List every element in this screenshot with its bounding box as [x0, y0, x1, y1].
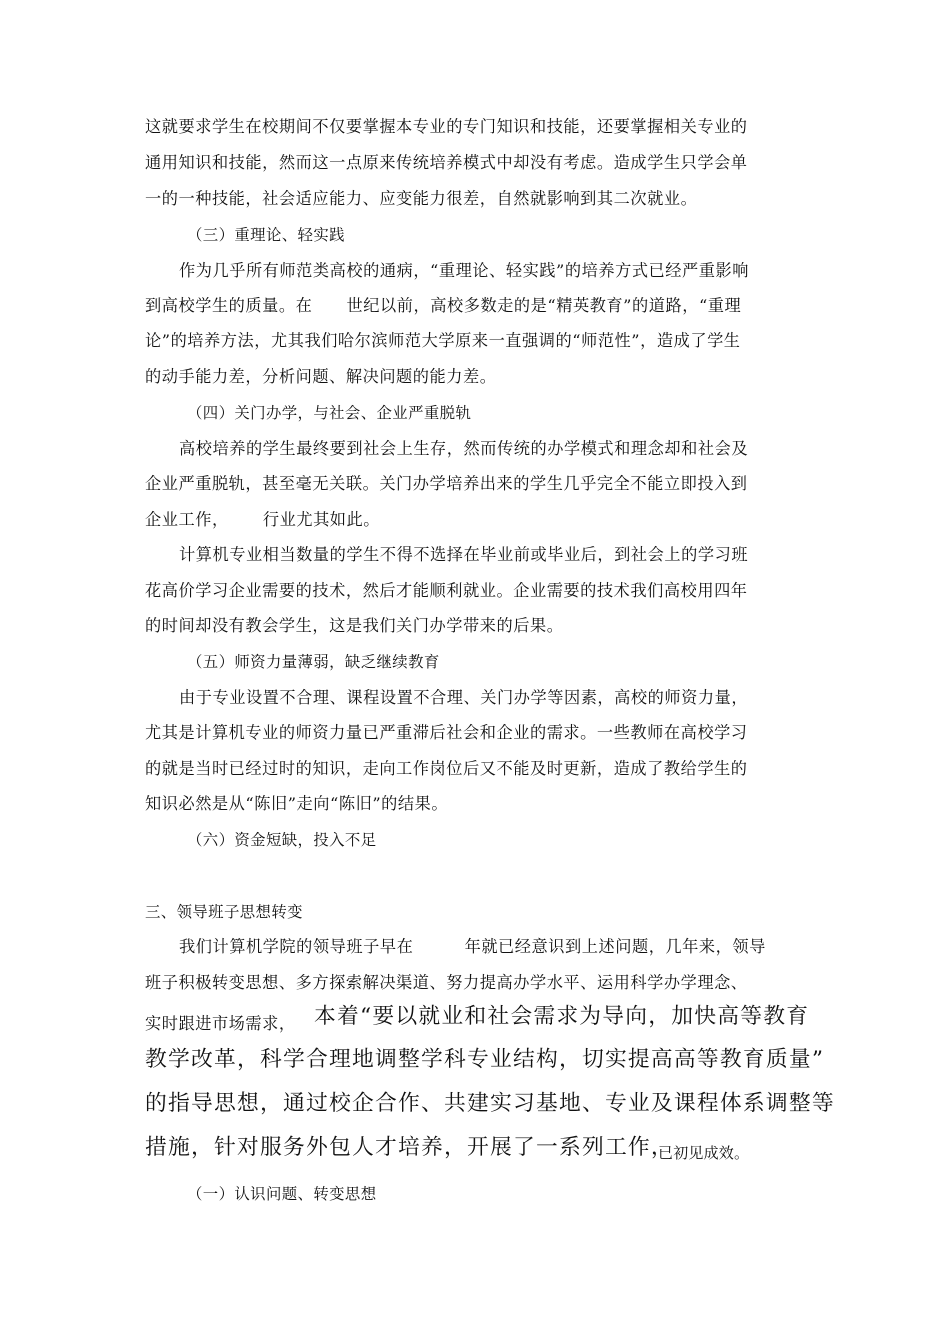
body-line: 企业工作， 行业尤其如此。: [145, 510, 381, 529]
body-line: 的就是当时已经过时的知识，走向工作岗位后又不能及时更新，造成了教给学生的: [145, 759, 748, 778]
body-line: 已初见成效。: [658, 1144, 750, 1162]
subsection-heading-5: （五）师资力量薄弱，缺乏继续教育: [187, 653, 440, 671]
subsection-heading-1: （一）认识问题、转变思想: [187, 1185, 377, 1203]
body-line: 作为几乎所有师范类高校的通病，“重理论、轻实践”的培养方式已经严重影响: [179, 261, 749, 280]
subsection-heading-3: （三）重理论、轻实践: [187, 226, 345, 244]
section-heading: 三、领导班子思想转变: [145, 903, 303, 921]
body-line: 这就要求学生在校期间不仅要掌握本专业的专门知识和技能，还要掌握相关专业的: [145, 117, 748, 136]
body-line: 的动手能力差，分析问题、解决问题的能力差。: [145, 367, 497, 386]
body-line: 我们计算机学院的领导班子早在 年就已经意识到上述问题，几年来，领导: [179, 937, 766, 956]
subsection-heading-6: （六）资金短缺，投入不足: [187, 831, 377, 849]
body-line: 计算机专业相当数量的学生不得不选择在毕业前或毕业后，到社会上的学习班: [179, 545, 749, 564]
body-line: 高校培养的学生最终要到社会上生存，然而传统的办学模式和理念却和社会及: [179, 439, 749, 458]
body-line: 到高校学生的质量。在 世纪以前，高校多数走的是“精英教育”的道路，“重理: [145, 296, 742, 315]
body-line: 花高价学习企业需要的技术，然后才能顺利就业。企业需要的技术我们高校用四年: [145, 581, 748, 600]
body-line: 实时跟进市场需求，: [145, 1014, 296, 1033]
body-line: 一的一种技能，社会适应能力、应变能力很差，自然就影响到其二次就业。: [145, 189, 698, 208]
body-line: 知识必然是从“陈旧”走向“陈旧”的结果。: [145, 794, 449, 813]
body-line: 的时间却没有教会学生，这是我们关门办学带来的后果。: [145, 616, 564, 635]
body-line: 论”的培养方法，尤其我们哈尔滨师范大学原来一直强调的“师范性”，造成了学生: [145, 331, 741, 350]
body-line: 由于专业设置不合理、课程设置不合理、关门办学等因素，高校的师资力量，: [179, 688, 749, 707]
emphasis-line: 措施，针对服务外包人才培养，开展了一系列工作，: [145, 1135, 674, 1160]
subsection-heading-4: （四）关门办学，与社会、企业严重脱轨: [187, 404, 472, 422]
emphasis-line: 的指导思想，通过校企合作、共建实习基地、专业及课程体系调整等: [145, 1091, 835, 1116]
body-line: 通用知识和技能，然而这一点原来传统培养模式中却没有考虑。造成学生只学会单: [145, 153, 748, 172]
emphasis-line: 教学改革，科学合理地调整学科专业结构，切实提高高等教育质量”: [145, 1047, 825, 1072]
body-line: 班子积极转变思想、多方探索解决渠道、努力提高办学水平、运用科学办学理念、: [145, 973, 748, 992]
emphasis-line: 本着“要以就业和社会需求为导向，加快高等教育: [314, 1004, 810, 1029]
body-line: 尤其是计算机专业的师资力量已严重滞后社会和企业的需求。一些教师在高校学习: [145, 723, 748, 742]
body-line: 企业严重脱轨，甚至毫无关联。关门办学培养出来的学生几乎完全不能立即投入到: [145, 474, 748, 493]
